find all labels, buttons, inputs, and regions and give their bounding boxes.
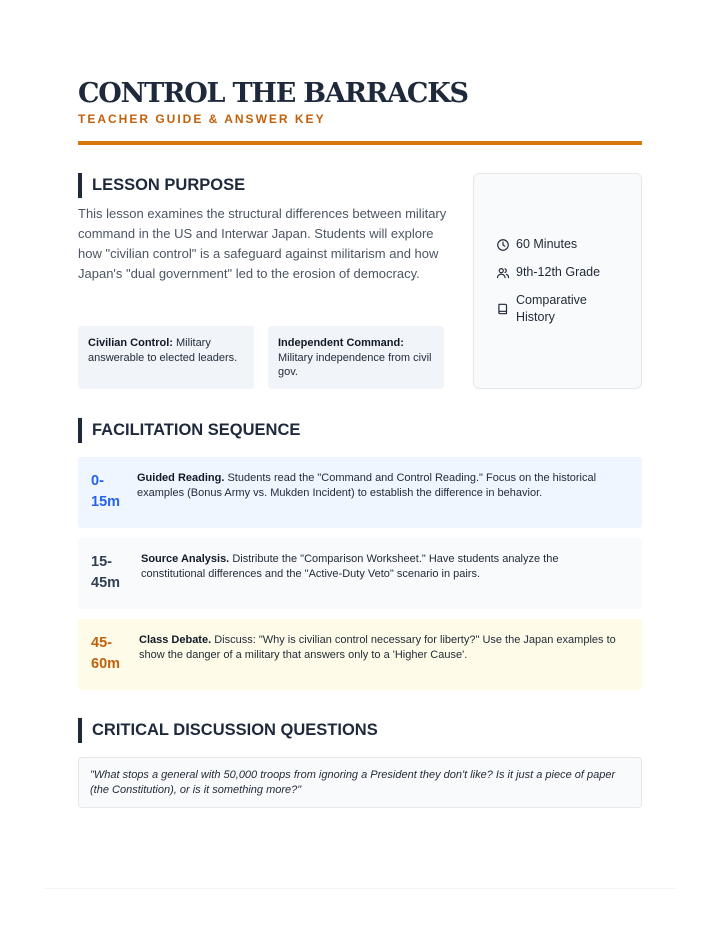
sequence-time: 45-60m (91, 635, 121, 672)
sequence-step-text: Discuss: "Why is civilian control necessary for liberty?" Use the Japan examples to show the danger of a military that answers only to a 'Higher Cause'. (139, 634, 616, 661)
sequence-step-title: Class Debate. (139, 634, 212, 646)
facilitation-sequence-heading (78, 418, 300, 443)
page-subtitle: TEACHER GUIDE & ANSWER KEY (78, 112, 326, 126)
sequence-description (137, 471, 617, 500)
definition-card-civilian-control (78, 326, 254, 389)
sequence-time: 0-15m (91, 473, 121, 510)
page-title: CONTROL THE BARRACKS (78, 78, 468, 109)
definition-card-independent-command (268, 326, 444, 389)
header-divider (78, 141, 642, 145)
meta-grade-text: 9th-12th Grade (516, 265, 601, 279)
meta-subject-text: Comparative History (516, 293, 587, 324)
lesson-purpose-heading (78, 173, 245, 198)
sequence-description (139, 633, 625, 662)
discussion-question: "What stops a general with 50,000 troops from ignoring a President they don't like? Is it just a piece of paper (the Constitution), or is it something more?" (78, 757, 642, 808)
sequence-step-title: Guided Reading. (137, 472, 225, 484)
sequence-step (78, 619, 642, 690)
sequence-step-text: Distribute the "Comparison Worksheet." Have students analyze the constitutional differences and the "Active-Duty Veto" scenario in pairs. (141, 553, 559, 580)
sequence-step-title: Source Analysis. (141, 553, 230, 565)
sequence-description (141, 552, 601, 581)
sequence-time: 15-45m (91, 554, 121, 591)
discussion-questions-heading (78, 718, 378, 743)
sequence-step (78, 457, 642, 528)
definition-text: Military independence from civil gov. (278, 351, 432, 378)
definition-text: Military answerable to elected leaders. (88, 337, 238, 364)
lesson-meta-card (473, 173, 642, 389)
definition-term: Civilian Control: (88, 337, 173, 349)
meta-grade (496, 264, 600, 281)
footer-divider (44, 888, 676, 889)
section-title: CRITICAL DISCUSSION QUESTIONS (92, 721, 378, 739)
section-accent-bar (78, 718, 82, 743)
meta-duration-text: 60 Minutes (516, 237, 578, 251)
section-accent-bar (78, 418, 82, 443)
meta-subject (496, 292, 616, 326)
users-icon (496, 266, 510, 280)
sequence-step-text: Students read the "Command and Control Reading." Focus on the historical examples (Bonus Army vs. Mukden Incident) to establish the difference in behavior. (137, 472, 597, 499)
clock-icon (496, 238, 510, 252)
section-accent-bar (78, 173, 82, 198)
section-title: FACILITATION SEQUENCE (92, 421, 301, 439)
sequence-step (78, 538, 642, 609)
meta-duration (496, 236, 577, 253)
definition-term: Independent Command: (278, 337, 404, 349)
lesson-purpose-text: This lesson examines the structural differences between military command in the US and Interwar Japan. Students will explore how "civilian control" is a safeguard against militarism and how Japan's "dual government" led to the erosion of democracy. (78, 206, 447, 281)
book-icon (496, 302, 510, 316)
section-title: LESSON PURPOSE (92, 176, 246, 194)
